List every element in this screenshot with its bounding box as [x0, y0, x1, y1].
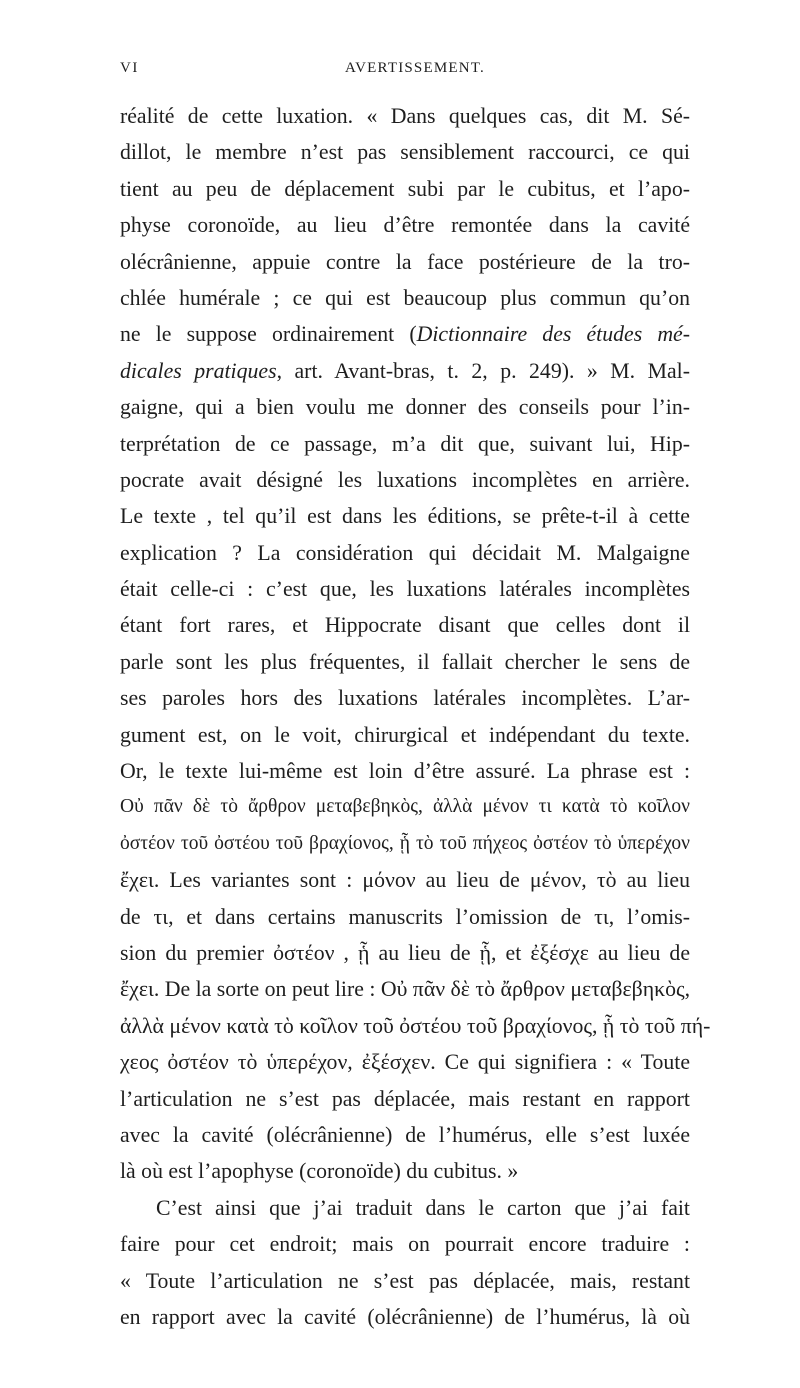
text-line: Or, le texte lui-même est loin d’être assuré. La phrase est : [120, 759, 690, 784]
paragraph-first-line: C’est ainsi que j’ai traduit dans le carton que j’ai fait [156, 1195, 690, 1220]
text-line: physe coronoïde, au lieu d’être remontée dans la cavité [120, 213, 690, 238]
body-text [120, 98, 711, 1335]
text-line: « Toute l’articulation ne s’est pas déplacée, mais, restant [120, 1268, 690, 1293]
running-head [120, 60, 710, 84]
text-line: gument est, on le voit, chirurgical et indépendant du texte. [120, 722, 690, 747]
text-line: faire pour cet endroit; mais on pourrait encore traduire : [120, 1232, 690, 1257]
text-line: terprétation de ce passage, m’a dit que, suivant lui, Hip- [120, 431, 690, 456]
italic-title: Dictionnaire des études mé- [416, 322, 690, 347]
text-line: ἀλλὰ μένον κατὰ τὸ κοῖλον τοῦ ὀστέου τοῦ βραχίονος, ᾗ τὸ τοῦ πή- [120, 1013, 711, 1038]
text-line: était celle-ci : c’est que, les luxations latérales incomplètes [120, 577, 690, 602]
text-line: réalité de cette luxation. « Dans quelques cas, dit M. Sé- [120, 104, 690, 128]
running-title: AVERTISSEMENT. [345, 60, 485, 76]
greek-text-line: Οὐ πᾶν δὲ τὸ ἄρθρον μεταβεβηκὸς, ἀλλὰ μένον τι κατὰ τὸ κοῖλον [120, 796, 690, 818]
text-line: gaigne, qui a bien voulu me donner des conseils pour l’in- [120, 395, 690, 420]
text-line: dillot, le membre n’est pas sensiblement raccourci, ce qui [120, 140, 690, 165]
text-line: pocrate avait désigné les luxations incomplètes en arrière. [120, 467, 690, 492]
text-line: ne le suppose ordinairement (Dictionnaire des études mé- [120, 322, 690, 347]
text-line: Le texte , tel qu’il est dans les éditions, se prête-t-il à cette [120, 504, 690, 529]
text-line: χεος ὀστέον τὸ ὑπερέχον, ἐξέσχεν. Ce qui signifiera : « Toute [120, 1050, 690, 1075]
text-line: parle sont les plus fréquentes, il fallait chercher le sens de [120, 649, 690, 674]
text-line: ses paroles hors des luxations latérales incomplètes. L’ar- [120, 686, 690, 711]
text-line: en rapport avec la cavité (olécrânienne) de l’humérus, là où [120, 1304, 690, 1329]
text-line: sion du premier ὀστέον , ᾗ au lieu de ᾗ, et ἐξέσχε au lieu de [120, 940, 690, 965]
text-line: l’articulation ne s’est pas déplacée, mais restant en rapport [120, 1086, 690, 1111]
text-line: avec la cavité (olécrânienne) de l’humérus, elle s’est luxée [120, 1122, 690, 1147]
text-line: dicales pratiques, art. Avant-bras, t. 2, p. 249). » M. Mal- [120, 358, 690, 383]
text-line: ἔχει. Les variantes sont : μόνον au lieu de μένον, τὸ au lieu [120, 868, 690, 893]
text-line: étant fort rares, et Hippocrate disant que celles dont il [120, 613, 690, 638]
text-line: chlée humérale ; ce qui est beaucoup plus commun qu’on [120, 285, 690, 310]
italic-title: dicales pratiques [120, 358, 277, 383]
text-line: là où est l’apophyse (coronoïde) du cubitus. » [120, 1159, 519, 1184]
text-line: de τι, et dans certains manuscrits l’omission de τι, l’omis- [120, 904, 690, 929]
page-number: VI [120, 60, 139, 76]
text-line: ἔχει. De la sorte on peut lire : Οὐ πᾶν δὲ τὸ ἄρθρον μεταβεβηκὸς, [120, 977, 691, 1002]
greek-text-line: ὀστέον τοῦ ὀστέου τοῦ βραχίονος, ᾗ τὸ τοῦ πήχεος ὀστέον τὸ ὑπερέχον [120, 832, 690, 854]
text-line: tient au peu de déplacement subi par le cubitus, et l’apo- [120, 176, 690, 201]
text-line: olécrânienne, appuie contre la face postérieure de la tro- [120, 249, 690, 274]
text-line: explication ? La considération qui décidait M. Malgaigne [120, 540, 690, 565]
